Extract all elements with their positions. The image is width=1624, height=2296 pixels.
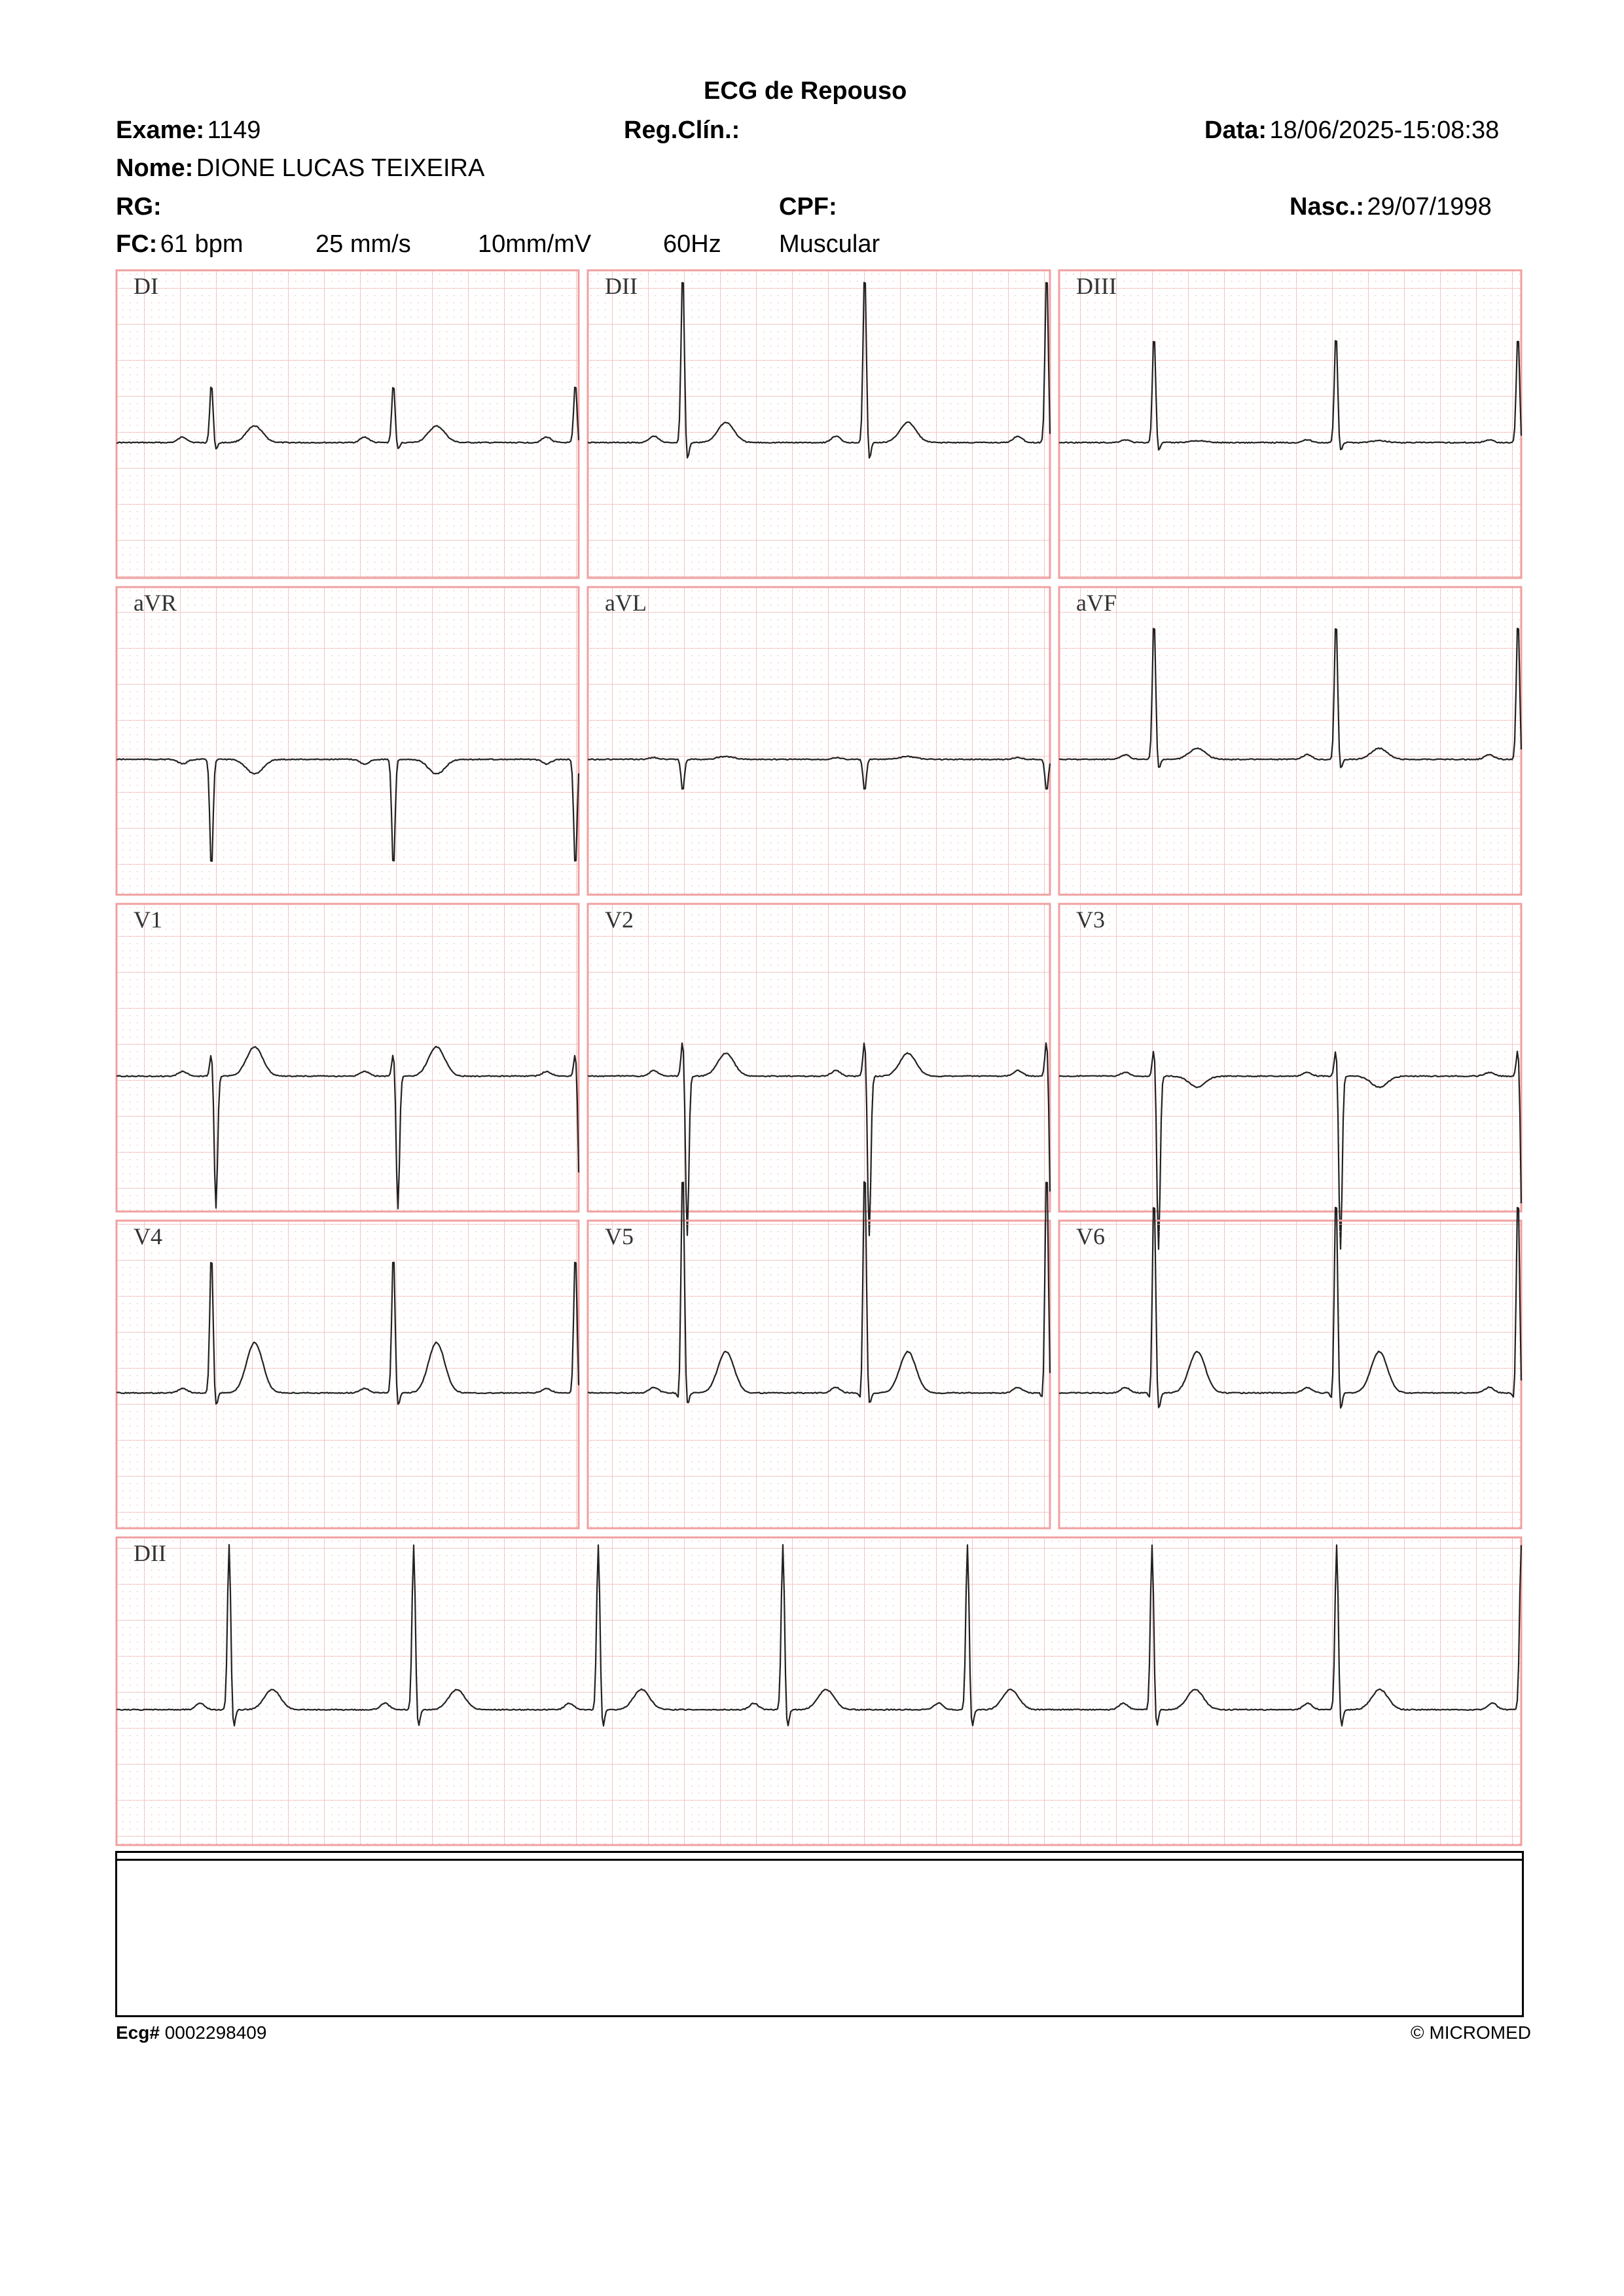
regclin-label: Reg.Clín.: bbox=[624, 117, 740, 144]
lead-label: DII bbox=[605, 273, 638, 299]
fc-label: FC: bbox=[116, 230, 158, 258]
exame-value: 1149 bbox=[207, 117, 261, 144]
grid-major bbox=[1059, 587, 1521, 895]
lead-panel-v3 bbox=[1059, 904, 1521, 1249]
notes-box bbox=[115, 1851, 1524, 2017]
filter-setting: Muscular bbox=[779, 230, 880, 258]
lead-panel-avl bbox=[588, 587, 1050, 895]
exame-label: Exame: bbox=[116, 117, 205, 144]
lead-panel-diii bbox=[1059, 270, 1521, 578]
lead-panel-di bbox=[117, 270, 579, 578]
grid-major bbox=[588, 270, 1050, 578]
frequency-setting: 60Hz bbox=[663, 230, 721, 258]
grid-major bbox=[117, 1221, 579, 1528]
lead-label: V1 bbox=[134, 906, 162, 933]
lead-label: aVR bbox=[134, 590, 177, 616]
lead-label: V5 bbox=[605, 1223, 634, 1249]
nome-value: DIONE LUCAS TEIXEIRA bbox=[196, 154, 485, 182]
lead-panel-avr bbox=[117, 587, 579, 895]
nasc-label: Nasc.: bbox=[1290, 193, 1365, 221]
grid-major bbox=[588, 904, 1050, 1211]
lead-label: DI bbox=[134, 273, 158, 299]
grid-major bbox=[1059, 1221, 1521, 1528]
lead-panel-v1 bbox=[117, 904, 579, 1211]
grid-major bbox=[588, 1221, 1050, 1528]
ecg-number bbox=[116, 2022, 266, 2043]
grid-major bbox=[117, 1537, 1521, 1845]
copyright: © MICROMED bbox=[1411, 2022, 1531, 2043]
lead-panel-v4 bbox=[117, 1221, 579, 1528]
lead-panel-v5 bbox=[588, 1182, 1050, 1528]
notes-box-top-rule bbox=[115, 1859, 1524, 1861]
lead-panel-avf bbox=[1059, 587, 1521, 895]
grid-major bbox=[117, 270, 579, 578]
lead-label: aVF bbox=[1076, 590, 1117, 616]
lead-label: V4 bbox=[134, 1223, 162, 1249]
cpf-label: CPF: bbox=[779, 193, 837, 221]
lead-panel-v2 bbox=[588, 904, 1050, 1236]
ecg-number-value: 0002298409 bbox=[164, 2022, 267, 2043]
fc-value: 61 bpm bbox=[160, 230, 244, 258]
lead-label: V2 bbox=[605, 906, 634, 933]
data-value: 18/06/2025-15:08:38 bbox=[1269, 117, 1500, 144]
grid-major bbox=[117, 904, 579, 1211]
grid-major bbox=[1059, 904, 1521, 1211]
lead-label: aVL bbox=[605, 590, 647, 616]
nome-label: Nome: bbox=[116, 154, 194, 182]
gain-setting: 10mm/mV bbox=[478, 230, 592, 258]
rg-label: RG: bbox=[116, 193, 162, 221]
ecg-number-label: Ecg# bbox=[116, 2022, 160, 2043]
lead-panel-dii bbox=[117, 1537, 1521, 1845]
speed-setting: 25 mm/s bbox=[316, 230, 411, 258]
lead-panel-dii bbox=[588, 270, 1050, 578]
lead-label: DIII bbox=[1076, 273, 1117, 299]
lead-label: V3 bbox=[1076, 906, 1105, 933]
grid-major bbox=[1059, 270, 1521, 578]
grid-major bbox=[117, 587, 579, 895]
nasc-value: 29/07/1998 bbox=[1367, 193, 1492, 221]
grid-major bbox=[588, 587, 1050, 895]
lead-panel-v6 bbox=[1059, 1208, 1521, 1528]
lead-label: V6 bbox=[1076, 1223, 1105, 1249]
lead-label: DII bbox=[134, 1540, 166, 1566]
report-title: ECG de Repouso bbox=[704, 77, 907, 105]
data-label: Data: bbox=[1204, 117, 1267, 144]
